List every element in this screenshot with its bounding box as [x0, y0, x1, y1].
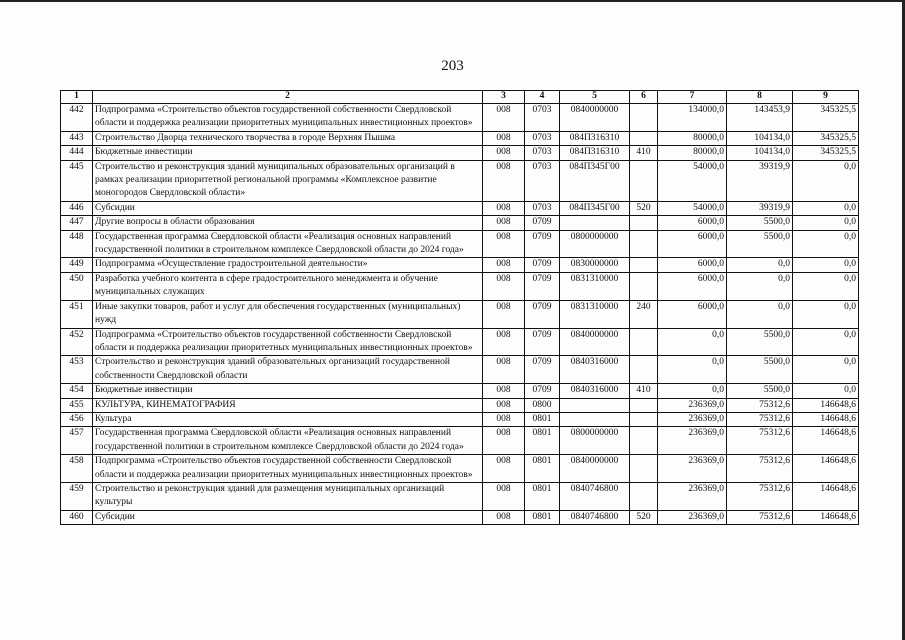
row-section-code: 0801 — [525, 412, 560, 426]
row-admin-code: 008 — [483, 146, 525, 160]
row-number: 452 — [61, 328, 93, 356]
table-row — [61, 427, 859, 455]
table-row — [61, 455, 859, 483]
page-number: 203 — [441, 58, 464, 74]
row-number: 448 — [61, 230, 93, 258]
column-header: 4 — [525, 91, 560, 104]
row-name: Бюджетные инвестиции — [93, 146, 483, 160]
row-name: Государственная программа Свердловской области «Реализация основных направлений государственной политики в строительном комплексе Свердловской области до 2024 года» — [93, 230, 483, 258]
row-amount-col8: 75312,6 — [727, 510, 793, 524]
row-number: 456 — [61, 412, 93, 426]
table-row — [61, 412, 859, 426]
row-amount-col7: 0,0 — [658, 328, 727, 356]
row-target-code: 0840746800 — [560, 482, 630, 510]
row-amount-col9: 146648,6 — [793, 412, 859, 426]
row-number: 454 — [61, 384, 93, 398]
row-name: Субсидии — [93, 201, 483, 215]
row-target-code: 0840000000 — [560, 328, 630, 356]
column-header: 5 — [560, 91, 630, 104]
row-amount-col7: 6000,0 — [658, 258, 727, 272]
row-expense-type — [630, 258, 658, 272]
row-section-code: 0703 — [525, 160, 560, 201]
table-row — [61, 201, 859, 215]
row-admin-code: 008 — [483, 104, 525, 132]
row-name: КУЛЬТУРА, КИНЕМАТОГРАФИЯ — [93, 398, 483, 412]
row-name: Другие вопросы в области образования — [93, 216, 483, 230]
row-section-code: 0703 — [525, 201, 560, 215]
row-name: Субсидии — [93, 510, 483, 524]
row-section-code: 0801 — [525, 510, 560, 524]
row-name: Бюджетные инвестиции — [93, 384, 483, 398]
column-header: 9 — [793, 91, 859, 104]
row-section-code: 0709 — [525, 328, 560, 356]
row-target-code — [560, 412, 630, 426]
row-number: 445 — [61, 160, 93, 201]
row-section-code: 0709 — [525, 272, 560, 300]
row-number: 453 — [61, 356, 93, 384]
row-target-code: 0840316000 — [560, 384, 630, 398]
row-number: 455 — [61, 398, 93, 412]
row-amount-col9: 146648,6 — [793, 510, 859, 524]
row-amount-col7: 236369,0 — [658, 510, 727, 524]
row-name: Подпрограмма «Строительство объектов государственной собственности Свердловской области и поддержка реализации приоритетных муниципальных инвестиционных проектов» — [93, 455, 483, 483]
row-amount-col7: 236369,0 — [658, 455, 727, 483]
row-expense-type — [630, 104, 658, 132]
table-body — [61, 104, 859, 525]
row-amount-col9: 0,0 — [793, 384, 859, 398]
table-row — [61, 146, 859, 160]
table-row — [61, 300, 859, 328]
row-target-code: 084П345Г00 — [560, 201, 630, 215]
row-number: 449 — [61, 258, 93, 272]
row-target-code — [560, 398, 630, 412]
row-target-code: 084П345Г00 — [560, 160, 630, 201]
row-amount-col9: 0,0 — [793, 201, 859, 215]
row-name: Строительство и реконструкция зданий муниципальных образовательных организаций в рамках реализации приоритетной региональной программы «Комплексное развитие моногородов Свердловской области» — [93, 160, 483, 201]
row-expense-type — [630, 356, 658, 384]
row-number: 444 — [61, 146, 93, 160]
row-amount-col9: 345325,5 — [793, 146, 859, 160]
row-amount-col9: 0,0 — [793, 356, 859, 384]
row-amount-col8: 75312,6 — [727, 455, 793, 483]
row-expense-type: 520 — [630, 510, 658, 524]
row-amount-col7: 80000,0 — [658, 146, 727, 160]
row-admin-code: 008 — [483, 384, 525, 398]
row-admin-code: 008 — [483, 510, 525, 524]
table-row — [61, 398, 859, 412]
row-target-code: 0831310000 — [560, 300, 630, 328]
row-number: 459 — [61, 482, 93, 510]
row-admin-code: 008 — [483, 455, 525, 483]
row-section-code: 0703 — [525, 146, 560, 160]
row-section-code: 0709 — [525, 216, 560, 230]
row-number: 447 — [61, 216, 93, 230]
row-amount-col8: 5500,0 — [727, 216, 793, 230]
row-number: 450 — [61, 272, 93, 300]
row-amount-col9: 345325,5 — [793, 131, 859, 145]
row-amount-col9: 0,0 — [793, 328, 859, 356]
row-amount-col8: 39319,9 — [727, 160, 793, 201]
row-target-code: 084П316310 — [560, 146, 630, 160]
table-row — [61, 356, 859, 384]
row-expense-type — [630, 216, 658, 230]
row-amount-col8: 5500,0 — [727, 384, 793, 398]
row-section-code: 0709 — [525, 356, 560, 384]
table-row — [61, 230, 859, 258]
row-amount-col8: 75312,6 — [727, 398, 793, 412]
row-amount-col7: 236369,0 — [658, 412, 727, 426]
row-expense-type — [630, 455, 658, 483]
scan-border-top — [0, 0, 905, 10]
row-name: Культура — [93, 412, 483, 426]
row-amount-col7: 6000,0 — [658, 300, 727, 328]
table-row — [61, 258, 859, 272]
row-number: 458 — [61, 455, 93, 483]
row-amount-col7: 80000,0 — [658, 131, 727, 145]
row-amount-col9: 345325,5 — [793, 104, 859, 132]
row-expense-type: 520 — [630, 201, 658, 215]
row-name: Государственная программа Свердловской области «Реализация основных направлений государственной политики в строительном комплексе Свердловской области до 2024 года» — [93, 427, 483, 455]
row-target-code: 0840000000 — [560, 104, 630, 132]
table-row — [61, 482, 859, 510]
row-target-code: 0800000000 — [560, 230, 630, 258]
row-number: 460 — [61, 510, 93, 524]
row-number: 442 — [61, 104, 93, 132]
row-amount-col8: 0,0 — [727, 258, 793, 272]
row-target-code: 0840746800 — [560, 510, 630, 524]
row-amount-col7: 236369,0 — [658, 427, 727, 455]
row-amount-col8: 143453,9 — [727, 104, 793, 132]
row-amount-col8: 5500,0 — [727, 230, 793, 258]
column-header: 7 — [658, 91, 727, 104]
row-amount-col7: 134000,0 — [658, 104, 727, 132]
row-amount-col7: 0,0 — [658, 356, 727, 384]
row-admin-code: 008 — [483, 272, 525, 300]
row-section-code: 0801 — [525, 482, 560, 510]
table-row — [61, 272, 859, 300]
row-name: Подпрограмма «Строительство объектов государственной собственности Свердловской области и поддержка реализации приоритетных муниципальных инвестиционных проектов» — [93, 104, 483, 132]
row-admin-code: 008 — [483, 356, 525, 384]
row-section-code: 0801 — [525, 427, 560, 455]
row-section-code: 0709 — [525, 300, 560, 328]
row-name: Строительство и реконструкция зданий для размещения муниципальных организаций культуры — [93, 482, 483, 510]
row-section-code: 0709 — [525, 230, 560, 258]
row-amount-col7: 6000,0 — [658, 230, 727, 258]
row-section-code: 0801 — [525, 455, 560, 483]
row-amount-col8: 75312,6 — [727, 412, 793, 426]
row-target-code: 0800000000 — [560, 427, 630, 455]
row-target-code: 0840000000 — [560, 455, 630, 483]
row-admin-code: 008 — [483, 427, 525, 455]
row-amount-col7: 6000,0 — [658, 216, 727, 230]
column-header: 1 — [61, 91, 93, 104]
row-amount-col8: 39319,9 — [727, 201, 793, 215]
row-amount-col9: 146648,6 — [793, 427, 859, 455]
table-header-row — [61, 91, 859, 104]
row-amount-col9: 0,0 — [793, 230, 859, 258]
row-name: Иные закупки товаров, работ и услуг для обеспечения государственных (муниципальных) нужд — [93, 300, 483, 328]
row-amount-col8: 5500,0 — [727, 328, 793, 356]
row-admin-code: 008 — [483, 258, 525, 272]
row-admin-code: 008 — [483, 230, 525, 258]
row-expense-type — [630, 398, 658, 412]
row-admin-code: 008 — [483, 412, 525, 426]
column-header: 8 — [727, 91, 793, 104]
row-amount-col9: 146648,6 — [793, 398, 859, 412]
row-amount-col9: 146648,6 — [793, 455, 859, 483]
column-header: 2 — [93, 91, 483, 104]
row-target-code: 0830000000 — [560, 258, 630, 272]
row-amount-col8: 104134,0 — [727, 146, 793, 160]
row-name: Разработка учебного контента в сфере градостроительного менеджмента и обучение муниципальных служащих — [93, 272, 483, 300]
row-amount-col7: 54000,0 — [658, 201, 727, 215]
table-row — [61, 104, 859, 132]
row-expense-type — [630, 482, 658, 510]
row-name: Подпрограмма «Строительство объектов государственной собственности Свердловской области и поддержка реализации приоритетных муниципальных инвестиционных проектов» — [93, 328, 483, 356]
table-row — [61, 216, 859, 230]
row-amount-col9: 146648,6 — [793, 482, 859, 510]
row-amount-col8: 0,0 — [727, 272, 793, 300]
row-amount-col9: 0,0 — [793, 216, 859, 230]
table-row — [61, 160, 859, 201]
column-header: 6 — [630, 91, 658, 104]
row-admin-code: 008 — [483, 482, 525, 510]
row-target-code: 0831310000 — [560, 272, 630, 300]
row-target-code: 0840316000 — [560, 356, 630, 384]
table-row — [61, 131, 859, 145]
budget-table — [60, 90, 859, 525]
row-amount-col7: 6000,0 — [658, 272, 727, 300]
row-amount-col8: 5500,0 — [727, 356, 793, 384]
row-amount-col8: 104134,0 — [727, 131, 793, 145]
row-name: Строительство Дворца технического творчества в городе Верхняя Пышма — [93, 131, 483, 145]
row-admin-code: 008 — [483, 131, 525, 145]
row-section-code: 0709 — [525, 384, 560, 398]
row-expense-type — [630, 412, 658, 426]
row-target-code — [560, 216, 630, 230]
row-expense-type — [630, 272, 658, 300]
row-amount-col9: 0,0 — [793, 160, 859, 201]
row-number: 446 — [61, 201, 93, 215]
row-admin-code: 008 — [483, 160, 525, 201]
row-admin-code: 008 — [483, 300, 525, 328]
row-expense-type: 410 — [630, 384, 658, 398]
column-header: 3 — [483, 91, 525, 104]
row-expense-type — [630, 328, 658, 356]
row-number: 451 — [61, 300, 93, 328]
row-section-code: 0703 — [525, 104, 560, 132]
row-expense-type — [630, 160, 658, 201]
row-amount-col9: 0,0 — [793, 272, 859, 300]
row-amount-col8: 0,0 — [727, 300, 793, 328]
table-row — [61, 328, 859, 356]
row-section-code: 0709 — [525, 258, 560, 272]
row-amount-col8: 75312,6 — [727, 427, 793, 455]
row-amount-col7: 54000,0 — [658, 160, 727, 201]
row-expense-type — [630, 427, 658, 455]
row-section-code: 0703 — [525, 131, 560, 145]
row-amount-col7: 236369,0 — [658, 482, 727, 510]
row-name: Строительство и реконструкция зданий образовательных организаций государственной собственности Свердловской области — [93, 356, 483, 384]
row-expense-type: 410 — [630, 146, 658, 160]
row-name: Подпрограмма «Осуществление градостроительной деятельности» — [93, 258, 483, 272]
row-admin-code: 008 — [483, 328, 525, 356]
table-row — [61, 384, 859, 398]
table-row — [61, 510, 859, 524]
row-target-code: 084П316310 — [560, 131, 630, 145]
row-number: 443 — [61, 131, 93, 145]
row-expense-type — [630, 230, 658, 258]
row-number: 457 — [61, 427, 93, 455]
row-admin-code: 008 — [483, 201, 525, 215]
row-expense-type: 240 — [630, 300, 658, 328]
row-amount-col8: 75312,6 — [727, 482, 793, 510]
row-expense-type — [630, 131, 658, 145]
row-section-code: 0800 — [525, 398, 560, 412]
row-amount-col9: 0,0 — [793, 258, 859, 272]
row-amount-col7: 0,0 — [658, 384, 727, 398]
row-admin-code: 008 — [483, 398, 525, 412]
row-amount-col7: 236369,0 — [658, 398, 727, 412]
row-amount-col9: 0,0 — [793, 300, 859, 328]
row-admin-code: 008 — [483, 216, 525, 230]
